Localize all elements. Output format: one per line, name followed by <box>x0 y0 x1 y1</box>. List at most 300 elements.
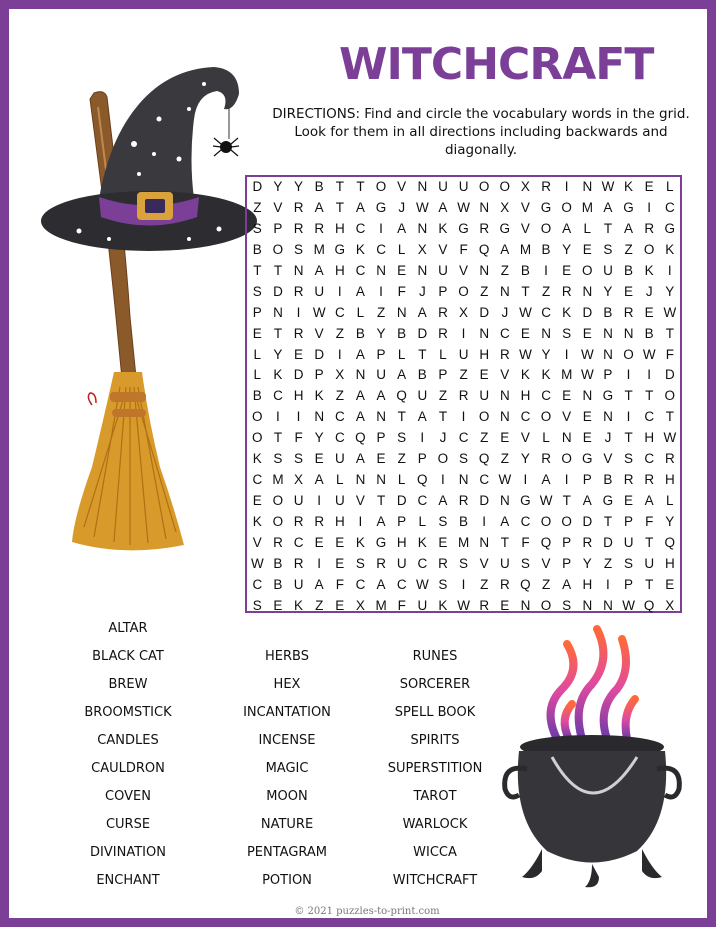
grid-letter[interactable]: D <box>396 493 407 509</box>
grid-letter[interactable]: W <box>580 367 594 383</box>
grid-letter[interactable]: N <box>417 262 428 278</box>
grid-letter[interactable]: K <box>665 241 675 257</box>
grid-letter[interactable]: K <box>252 451 262 467</box>
grid-letter[interactable]: W <box>312 304 326 320</box>
grid-letter[interactable]: N <box>561 430 572 446</box>
grid-letter[interactable]: N <box>623 325 634 341</box>
grid-letter[interactable]: T <box>665 325 674 341</box>
grid-letter[interactable]: G <box>458 220 469 236</box>
grid-letter[interactable]: Y <box>562 241 572 257</box>
grid-letter[interactable]: N <box>582 283 593 299</box>
grid-letter[interactable]: V <box>479 555 489 571</box>
grid-letter[interactable]: K <box>417 534 427 550</box>
grid-letter[interactable]: O <box>561 199 572 215</box>
grid-letter[interactable]: T <box>397 409 406 425</box>
grid-letter[interactable]: T <box>500 534 509 550</box>
grid-letter[interactable]: W <box>498 472 512 488</box>
grid-letter[interactable]: A <box>500 514 510 529</box>
grid-letter[interactable]: E <box>252 493 262 509</box>
grid-letter[interactable]: E <box>252 325 262 341</box>
grid-letter[interactable]: K <box>355 534 365 550</box>
grid-letter[interactable]: L <box>336 472 344 488</box>
grid-letter[interactable]: D <box>664 367 675 383</box>
grid-letter[interactable]: J <box>398 199 406 215</box>
grid-letter[interactable]: C <box>334 304 345 320</box>
grid-letter[interactable]: A <box>562 220 572 236</box>
grid-letter[interactable]: T <box>438 409 448 425</box>
grid-letter[interactable]: K <box>541 367 551 383</box>
grid-letter[interactable]: I <box>647 199 652 215</box>
grid-letter[interactable]: Z <box>541 283 551 299</box>
grid-letter[interactable]: E <box>314 451 324 467</box>
grid-letter[interactable]: Z <box>459 367 468 383</box>
grid-letter[interactable]: H <box>396 534 407 550</box>
grid-letter[interactable]: Z <box>603 555 613 571</box>
grid-letter[interactable]: T <box>273 325 283 341</box>
grid-letter[interactable]: E <box>582 409 592 425</box>
grid-letter[interactable]: K <box>624 179 634 194</box>
grid-letter[interactable]: P <box>314 367 324 383</box>
grid-letter[interactable]: P <box>438 283 448 299</box>
grid-letter[interactable]: E <box>273 597 283 613</box>
grid-letter[interactable]: O <box>561 451 572 467</box>
grid-letter[interactable]: P <box>582 472 592 488</box>
grid-letter[interactable]: I <box>461 576 466 592</box>
grid-letter[interactable]: A <box>314 576 324 592</box>
grid-letter[interactable]: P <box>376 346 386 362</box>
grid-letter[interactable]: C <box>273 388 283 404</box>
grid-letter[interactable]: H <box>644 430 655 446</box>
grid-letter[interactable]: T <box>418 346 427 362</box>
grid-letter[interactable]: N <box>582 597 593 613</box>
grid-letter[interactable]: N <box>582 179 593 194</box>
grid-letter[interactable]: L <box>666 493 674 509</box>
grid-letter[interactable]: K <box>520 367 530 383</box>
grid-letter[interactable]: A <box>376 514 386 529</box>
grid-letter[interactable]: O <box>540 597 552 613</box>
grid-letter[interactable]: C <box>541 388 551 404</box>
grid-letter[interactable]: U <box>334 493 345 509</box>
grid-letter[interactable]: I <box>420 430 425 446</box>
grid-letter[interactable]: O <box>540 220 552 236</box>
grid-letter[interactable]: S <box>355 555 365 571</box>
grid-letter[interactable]: Z <box>376 304 386 320</box>
grid-letter[interactable]: B <box>314 179 324 194</box>
grid-letter[interactable]: B <box>355 325 365 341</box>
grid-letter[interactable]: Z <box>624 241 633 257</box>
grid-letter[interactable]: C <box>396 576 407 592</box>
grid-letter[interactable]: U <box>293 576 304 592</box>
grid-letter[interactable]: W <box>457 597 470 613</box>
grid-letter[interactable]: N <box>417 220 428 236</box>
grid-letter[interactable]: G <box>375 534 387 550</box>
grid-letter[interactable]: N <box>479 262 490 278</box>
grid-letter[interactable]: N <box>499 283 510 299</box>
grid-letter[interactable]: X <box>355 597 365 613</box>
grid-letter[interactable]: V <box>314 325 324 341</box>
grid-letter[interactable]: C <box>376 241 386 257</box>
grid-letter[interactable]: Z <box>500 262 509 278</box>
grid-letter[interactable]: I <box>296 304 301 320</box>
grid-letter[interactable]: P <box>273 220 283 236</box>
grid-letter[interactable]: R <box>293 283 304 299</box>
grid-letter[interactable]: E <box>500 430 510 446</box>
grid-letter[interactable]: A <box>438 199 448 215</box>
grid-letter[interactable]: Z <box>480 283 489 299</box>
grid-letter[interactable]: T <box>624 430 633 446</box>
grid-letter[interactable]: T <box>665 409 674 425</box>
grid-letter[interactable]: C <box>252 472 263 488</box>
grid-letter[interactable]: O <box>540 514 552 529</box>
grid-letter[interactable]: O <box>272 493 284 509</box>
grid-letter[interactable]: T <box>253 262 262 278</box>
grid-letter[interactable]: V <box>541 555 551 571</box>
grid-letter[interactable]: E <box>644 304 654 320</box>
grid-letter[interactable]: I <box>379 220 383 236</box>
grid-letter[interactable]: Z <box>438 388 448 404</box>
grid-letter[interactable]: Z <box>480 430 489 446</box>
grid-letter[interactable]: S <box>252 597 262 613</box>
grid-letter[interactable]: R <box>479 597 490 613</box>
grid-letter[interactable]: Q <box>540 534 552 550</box>
grid-letter[interactable]: E <box>520 325 530 341</box>
grid-letter[interactable]: E <box>294 346 304 362</box>
grid-letter[interactable]: G <box>375 199 387 215</box>
grid-letter[interactable]: D <box>252 179 263 194</box>
grid-letter[interactable]: V <box>252 534 262 550</box>
grid-letter[interactable]: I <box>564 472 569 488</box>
grid-letter[interactable]: X <box>665 597 675 613</box>
grid-letter[interactable]: W <box>250 555 264 571</box>
grid-letter[interactable]: R <box>541 179 551 194</box>
grid-letter[interactable]: B <box>541 241 551 257</box>
grid-letter[interactable]: P <box>397 514 407 529</box>
grid-letter[interactable]: D <box>479 493 490 509</box>
grid-letter[interactable]: C <box>293 534 304 550</box>
grid-letter[interactable]: S <box>438 576 448 592</box>
grid-letter[interactable]: Q <box>478 451 490 467</box>
grid-letter[interactable]: M <box>457 534 470 550</box>
grid-letter[interactable]: E <box>582 430 592 446</box>
grid-letter[interactable]: G <box>664 220 676 236</box>
grid-letter[interactable]: A <box>314 472 324 488</box>
grid-letter[interactable]: O <box>478 409 490 425</box>
grid-letter[interactable]: I <box>626 367 631 383</box>
grid-letter[interactable]: S <box>294 451 304 467</box>
grid-letter[interactable]: U <box>623 534 634 550</box>
grid-letter[interactable]: Y <box>314 430 324 446</box>
grid-letter[interactable]: U <box>458 179 469 194</box>
grid-letter[interactable]: W <box>519 304 532 320</box>
grid-letter[interactable]: N <box>355 472 366 488</box>
grid-letter[interactable]: A <box>355 346 365 362</box>
grid-letter[interactable]: V <box>603 451 613 467</box>
grid-letter[interactable]: O <box>252 430 263 446</box>
grid-letter[interactable]: S <box>603 241 613 257</box>
grid-letter[interactable]: Z <box>335 325 344 341</box>
grid-letter[interactable]: T <box>521 283 530 299</box>
grid-letter[interactable]: L <box>397 472 406 488</box>
grid-letter[interactable]: N <box>376 262 386 278</box>
grid-letter[interactable]: B <box>520 262 530 278</box>
grid-letter[interactable]: B <box>397 325 407 341</box>
grid-letter[interactable]: Y <box>273 346 283 362</box>
grid-letter[interactable]: Y <box>376 325 386 341</box>
grid-letter[interactable]: H <box>334 220 345 236</box>
grid-letter[interactable]: Z <box>541 576 551 592</box>
grid-letter[interactable]: U <box>438 262 448 278</box>
grid-letter[interactable]: S <box>562 325 572 341</box>
grid-letter[interactable]: G <box>520 493 531 509</box>
grid-letter[interactable]: C <box>644 409 655 425</box>
grid-letter[interactable]: J <box>501 304 509 320</box>
grid-letter[interactable]: Z <box>500 451 509 467</box>
grid-letter[interactable]: T <box>624 388 633 404</box>
grid-letter[interactable]: A <box>314 262 324 278</box>
grid-letter[interactable]: B <box>252 388 262 404</box>
grid-letter[interactable]: C <box>458 430 469 446</box>
grid-letter[interactable]: F <box>294 430 303 446</box>
grid-letter[interactable]: U <box>396 555 407 571</box>
grid-letter[interactable]: O <box>664 388 676 404</box>
grid-letter[interactable]: I <box>441 472 445 488</box>
grid-letter[interactable]: N <box>499 409 510 425</box>
grid-letter[interactable]: U <box>293 493 304 509</box>
grid-letter[interactable]: E <box>335 597 345 613</box>
grid-letter[interactable]: E <box>438 534 448 550</box>
grid-letter[interactable]: I <box>461 409 466 425</box>
grid-letter[interactable]: N <box>376 472 386 488</box>
grid-letter[interactable]: X <box>500 199 510 215</box>
grid-letter[interactable]: O <box>272 241 284 257</box>
grid-letter[interactable]: A <box>397 367 407 383</box>
grid-letter[interactable]: W <box>539 493 553 509</box>
grid-letter[interactable]: X <box>459 304 469 320</box>
grid-letter[interactable]: J <box>418 283 426 299</box>
grid-letter[interactable]: V <box>438 241 448 257</box>
grid-letter[interactable]: Y <box>294 179 304 194</box>
grid-letter[interactable]: J <box>645 283 653 299</box>
grid-letter[interactable]: T <box>645 534 654 550</box>
grid-letter[interactable]: I <box>606 576 610 592</box>
grid-letter[interactable]: C <box>520 409 531 425</box>
grid-letter[interactable]: O <box>478 179 490 194</box>
grid-letter[interactable]: W <box>601 179 615 194</box>
grid-letter[interactable]: F <box>645 514 654 529</box>
grid-letter[interactable]: Y <box>582 555 592 571</box>
grid-letter[interactable]: G <box>602 388 614 404</box>
grid-letter[interactable]: E <box>665 576 675 592</box>
grid-letter[interactable]: A <box>582 493 592 509</box>
grid-letter[interactable]: H <box>664 472 675 488</box>
grid-letter[interactable]: B <box>417 367 427 383</box>
grid-letter[interactable]: X <box>417 241 427 257</box>
grid-letter[interactable]: O <box>437 451 449 467</box>
grid-letter[interactable]: A <box>314 199 324 215</box>
grid-letter[interactable]: R <box>644 472 655 488</box>
grid-letter[interactable]: N <box>314 409 325 425</box>
grid-letter[interactable]: S <box>520 555 530 571</box>
grid-letter[interactable]: I <box>379 283 383 299</box>
grid-letter[interactable]: M <box>519 241 532 257</box>
grid-letter[interactable]: I <box>564 346 569 362</box>
grid-letter[interactable]: K <box>252 514 262 529</box>
grid-letter[interactable]: K <box>273 367 283 383</box>
grid-letter[interactable]: N <box>499 493 510 509</box>
grid-letter[interactable]: T <box>562 493 571 509</box>
grid-letter[interactable]: K <box>355 241 365 257</box>
grid-letter[interactable]: Q <box>417 472 428 488</box>
grid-letter[interactable]: U <box>603 262 613 278</box>
grid-letter[interactable]: N <box>355 367 366 383</box>
grid-letter[interactable]: T <box>335 199 344 215</box>
grid-letter[interactable]: Y <box>520 451 530 467</box>
grid-letter[interactable]: M <box>313 241 325 257</box>
grid-letter[interactable]: L <box>253 367 262 383</box>
grid-letter[interactable]: C <box>541 304 551 320</box>
grid-letter[interactable]: A <box>417 409 427 425</box>
grid-letter[interactable]: L <box>439 346 447 362</box>
grid-letter[interactable]: N <box>396 304 407 320</box>
grid-letter[interactable]: R <box>664 451 675 467</box>
grid-letter[interactable]: L <box>542 430 550 446</box>
grid-letter[interactable]: E <box>562 262 572 278</box>
grid-letter[interactable]: A <box>355 283 365 299</box>
grid-letter[interactable]: H <box>582 576 593 592</box>
grid-letter[interactable]: T <box>603 220 613 236</box>
grid-letter[interactable]: C <box>479 472 490 488</box>
grid-letter[interactable]: M <box>561 367 573 383</box>
grid-letter[interactable]: Y <box>665 283 675 299</box>
grid-letter[interactable]: H <box>334 514 345 529</box>
grid-letter[interactable]: N <box>479 199 490 215</box>
grid-letter[interactable]: A <box>376 388 386 404</box>
grid-letter[interactable]: D <box>582 514 593 529</box>
grid-letter[interactable]: N <box>520 597 531 613</box>
grid-letter[interactable]: W <box>622 597 635 613</box>
grid-letter[interactable]: I <box>337 283 342 299</box>
grid-letter[interactable]: C <box>664 199 675 215</box>
grid-letter[interactable]: C <box>644 451 655 467</box>
grid-letter[interactable]: D <box>479 304 490 320</box>
grid-letter[interactable]: M <box>375 597 387 613</box>
grid-letter[interactable]: M <box>272 472 284 488</box>
grid-letter[interactable]: S <box>562 597 572 613</box>
grid-letter[interactable]: I <box>296 409 301 425</box>
grid-letter[interactable]: L <box>666 179 674 194</box>
grid-letter[interactable]: P <box>562 534 572 550</box>
grid-letter[interactable]: E <box>376 451 386 467</box>
grid-letter[interactable]: V <box>397 179 407 194</box>
grid-letter[interactable]: N <box>499 388 510 404</box>
grid-letter[interactable]: I <box>544 262 548 278</box>
grid-letter[interactable]: R <box>293 220 304 236</box>
grid-letter[interactable]: F <box>665 346 674 362</box>
grid-letter[interactable]: A <box>541 472 551 488</box>
grid-letter[interactable]: P <box>624 576 634 592</box>
grid-letter[interactable]: A <box>355 199 365 215</box>
grid-letter[interactable]: I <box>564 179 569 194</box>
grid-letter[interactable]: R <box>376 555 386 571</box>
grid-letter[interactable]: N <box>582 388 593 404</box>
grid-letter[interactable]: W <box>415 576 429 592</box>
grid-letter[interactable]: W <box>642 346 656 362</box>
grid-letter[interactable]: K <box>314 388 324 404</box>
grid-letter[interactable]: P <box>603 367 613 383</box>
grid-letter[interactable]: N <box>376 409 386 425</box>
grid-letter[interactable]: N <box>273 304 283 320</box>
grid-letter[interactable]: R <box>499 576 510 592</box>
grid-letter[interactable]: N <box>541 325 551 341</box>
grid-letter[interactable]: Q <box>520 576 531 592</box>
grid-letter[interactable]: S <box>438 514 448 529</box>
grid-letter[interactable]: I <box>482 514 487 529</box>
grid-letter[interactable]: B <box>273 555 283 571</box>
grid-letter[interactable]: X <box>520 179 530 194</box>
grid-letter[interactable]: E <box>500 597 510 613</box>
grid-letter[interactable]: R <box>293 555 304 571</box>
grid-letter[interactable]: K <box>294 597 304 613</box>
grid-letter[interactable]: E <box>582 325 592 341</box>
grid-letter[interactable]: O <box>582 262 593 278</box>
grid-letter[interactable]: S <box>252 283 262 299</box>
grid-letter[interactable]: C <box>334 430 345 446</box>
grid-letter[interactable]: U <box>438 179 448 194</box>
grid-letter[interactable]: I <box>276 409 280 425</box>
grid-letter[interactable]: H <box>664 555 675 571</box>
grid-letter[interactable]: U <box>314 283 325 299</box>
grid-letter[interactable]: I <box>667 262 672 278</box>
grid-letter[interactable]: D <box>314 346 325 362</box>
grid-letter[interactable]: L <box>253 346 262 362</box>
grid-letter[interactable]: E <box>335 555 345 571</box>
grid-letter[interactable]: E <box>397 262 407 278</box>
grid-letter[interactable]: T <box>335 179 344 194</box>
grid-letter[interactable]: H <box>520 388 531 404</box>
grid-letter[interactable]: D <box>417 325 428 341</box>
grid-letter[interactable]: K <box>644 262 654 278</box>
grid-letter[interactable]: O <box>375 179 387 194</box>
grid-letter[interactable]: I <box>317 555 322 571</box>
grid-letter[interactable]: L <box>418 514 427 529</box>
grid-letter[interactable]: V <box>355 493 365 509</box>
grid-letter[interactable]: W <box>663 304 677 320</box>
grid-letter[interactable]: F <box>521 534 530 550</box>
grid-letter[interactable]: C <box>355 220 366 236</box>
grid-letter[interactable]: V <box>520 430 530 446</box>
grid-letter[interactable]: A <box>355 388 365 404</box>
grid-letter[interactable]: Z <box>480 576 489 592</box>
grid-letter[interactable]: G <box>602 493 614 509</box>
grid-letter[interactable]: Y <box>603 283 613 299</box>
grid-letter[interactable]: Z <box>335 388 344 404</box>
grid-letter[interactable]: N <box>417 179 428 194</box>
grid-letter[interactable]: E <box>314 534 324 550</box>
grid-letter[interactable]: L <box>583 220 592 236</box>
grid-letter[interactable]: V <box>520 199 530 215</box>
grid-letter[interactable]: S <box>459 451 469 467</box>
grid-letter[interactable]: R <box>582 534 593 550</box>
grid-letter[interactable]: R <box>293 325 304 341</box>
grid-letter[interactable]: C <box>252 576 263 592</box>
grid-letter[interactable]: L <box>397 346 406 362</box>
grid-letter[interactable]: D <box>293 367 304 383</box>
grid-letter[interactable]: T <box>603 514 613 529</box>
grid-letter[interactable]: R <box>438 555 448 571</box>
grid-letter[interactable]: F <box>335 576 344 592</box>
grid-letter[interactable]: A <box>603 199 613 215</box>
grid-letter[interactable]: W <box>519 346 532 362</box>
